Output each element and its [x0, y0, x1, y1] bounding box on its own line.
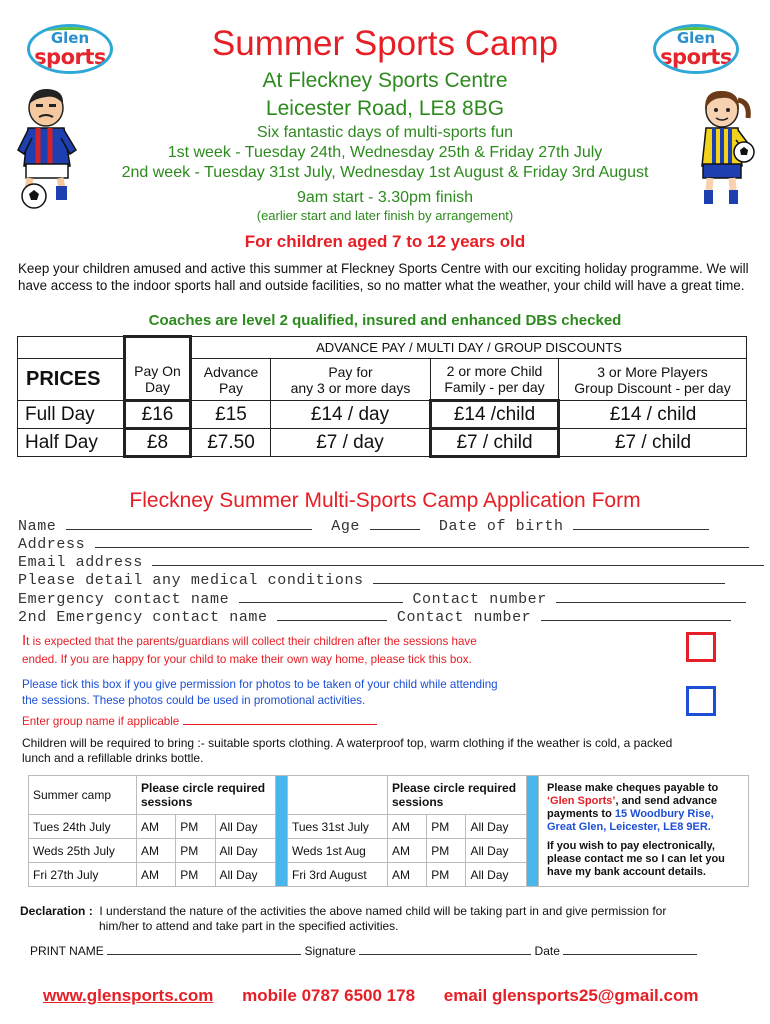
form-row-emergency-2: 2nd Emergency contact name Contact number [18, 607, 753, 626]
session-all-day[interactable]: All Day [466, 839, 527, 863]
items-to-bring: Children will be required to bring :- suitable sports clothing. A waterproof top, warm clothing if the weather is cold, a packed lunch and a refillable drinks bottle. [22, 736, 673, 765]
page-title: Summer Sports Camp [211, 24, 559, 63]
col-advance-pay: Advance Pay [191, 359, 271, 401]
form-title: Fleckney Summer Multi-Sports Camp Application Form [129, 489, 641, 512]
date-field[interactable] [563, 945, 697, 955]
prices-label: PRICES [18, 359, 125, 401]
col-pay-on-day: Pay On Day [125, 359, 191, 401]
photo-permission-notice: Please tick this box if you give permission for photos to be taken of your child while attending the sessions. These photos could be used in promotional activities. [22, 678, 498, 707]
dob-field[interactable] [573, 516, 709, 530]
col-group: 3 or More Players Group Discount - per day [559, 359, 747, 401]
session-pm[interactable]: PM [427, 815, 466, 839]
session-pm[interactable]: PM [176, 863, 215, 887]
age-field[interactable] [370, 516, 420, 530]
session-row: Tues 24th July AM PM All Day Tues 31st July AM PM All Day [29, 815, 749, 839]
session-am[interactable]: AM [137, 863, 176, 887]
declaration: Declaration : I understand the nature of the activities the above named child will be taking part in and give permission for him/her to attend and take part in the specified activities. [20, 904, 667, 933]
group-name-field[interactable] [183, 714, 377, 725]
form-row-name: Name Age Date of birth [18, 516, 753, 535]
week-1-dates: 1st week - Tuesday 24th, Wednesday 25th & Friday 27th July [167, 144, 603, 161]
declaration-label: Declaration : [20, 904, 93, 918]
mobile-number: mobile 0787 6500 178 [242, 986, 416, 1005]
signature-row: PRINT NAME Signature Date [30, 944, 697, 958]
footer-contact [43, 986, 743, 1006]
print-name-field[interactable] [107, 945, 301, 955]
payment-info: Please make cheques payable to ‘Glen Sports’, and send advance payments to 15 Woodbury Rise, Great Glen, Leicester, LE8 9ER. If you wish to pay electronically, please contact me so I can let you have my bank account details. [539, 776, 749, 887]
session-all-day[interactable]: All Day [466, 863, 527, 887]
address-field[interactable] [95, 534, 749, 548]
own-way-home-checkbox[interactable] [686, 632, 716, 662]
session-times: 9am start - 3.30pm finish [296, 189, 474, 206]
logo-glen-text: Glen [676, 29, 716, 47]
logo-sports-text: sports [34, 45, 106, 69]
session-pm[interactable]: PM [176, 815, 215, 839]
coaches-statement: Coaches are level 2 qualified, insured and enhanced DBS checked [148, 312, 622, 329]
contact-number-2-field[interactable] [541, 607, 731, 621]
medical-field[interactable] [373, 570, 725, 584]
age-range: For children aged 7 to 12 years old [244, 232, 526, 251]
intro-paragraph: Keep your children amused and active this summer at Fleckney Sports Centre with our exciting holiday programme. We will have access to the indoor sports hall and outside facilities, so no matter what the weather, your child will have a great time. [18, 261, 749, 293]
collection-notice: It is expected that the parents/guardians will collect their children after the sessions have ended. If you are happy for your child to make their own way home, please tick this box. [22, 632, 477, 666]
session-am[interactable]: AM [387, 815, 426, 839]
session-am[interactable]: AM [387, 839, 426, 863]
website-link[interactable]: www.glensports.com [43, 986, 214, 1005]
session-row: Fri 27th July AM PM All Day Fri 3rd August AM PM All Day [29, 863, 749, 887]
session-pm[interactable]: PM [176, 839, 215, 863]
session-all-day[interactable]: All Day [215, 815, 275, 839]
form-row-email: Email address [18, 552, 753, 571]
email-field[interactable] [152, 552, 764, 566]
form-row-emergency-1: Emergency contact name Contact number [18, 589, 753, 608]
contact-number-1-field[interactable] [556, 589, 746, 603]
logo-sports-text: sports [660, 45, 732, 69]
prices-table [17, 335, 747, 458]
summer-camp-label: Summer camp [29, 776, 137, 815]
venue-line-1: At Fleckney Sports Centre [262, 69, 508, 92]
session-all-day[interactable]: All Day [466, 815, 527, 839]
form-row-medical: Please detail any medical conditions [18, 570, 753, 589]
price-row-full-day: Full Day £16 £15 £14 / day £14 /child £14 / child [18, 401, 747, 429]
price-row-half-day: Half Day £8 £7.50 £7 / day £7 / child £7 / child [18, 429, 747, 457]
session-am[interactable]: AM [137, 839, 176, 863]
name-field[interactable] [66, 516, 312, 530]
group-name-row: Enter group name if applicable [22, 714, 377, 728]
session-pm[interactable]: PM [427, 839, 466, 863]
session-times-note: (earlier start and later finish by arrangement) [256, 208, 514, 223]
discounts-banner: ADVANCE PAY / MULTI DAY / GROUP DISCOUNTS [191, 337, 747, 359]
session-all-day[interactable]: All Day [215, 863, 275, 887]
venue-line-2: Leicester Road, LE8 8BG [265, 97, 505, 120]
session-am[interactable]: AM [137, 815, 176, 839]
session-all-day[interactable]: All Day [215, 839, 275, 863]
circle-sessions-label-week-1: Please circle required sessions [137, 776, 276, 815]
session-pm[interactable]: PM [427, 863, 466, 887]
photo-permission-checkbox[interactable] [686, 686, 716, 716]
emergency-contact-1-field[interactable] [239, 589, 403, 603]
week-2-dates: 2nd week - Tuesday 31st July, Wednesday 1st August & Friday 3rd August [121, 164, 649, 181]
form-row-address: Address [18, 534, 753, 553]
circle-sessions-label-week-2: Please circle required sessions [387, 776, 526, 815]
tagline: Six fantastic days of multi-sports fun [256, 124, 514, 141]
signature-field[interactable] [359, 945, 531, 955]
email-address[interactable]: email glensports25@gmail.com [443, 986, 699, 1005]
emergency-contact-2-field[interactable] [277, 607, 387, 621]
col-three-days: Pay for any 3 or more days [271, 359, 431, 401]
payment-divider-bar [527, 776, 539, 887]
logo-glen-text: Glen [50, 29, 90, 47]
week-divider-bar [275, 776, 287, 887]
col-family: 2 or more Child Family - per day [431, 359, 559, 401]
session-am[interactable]: AM [387, 863, 426, 887]
session-row: Weds 25th July AM PM All Day Weds 1st Aug AM PM All Day [29, 839, 749, 863]
sessions-table [28, 775, 749, 887]
